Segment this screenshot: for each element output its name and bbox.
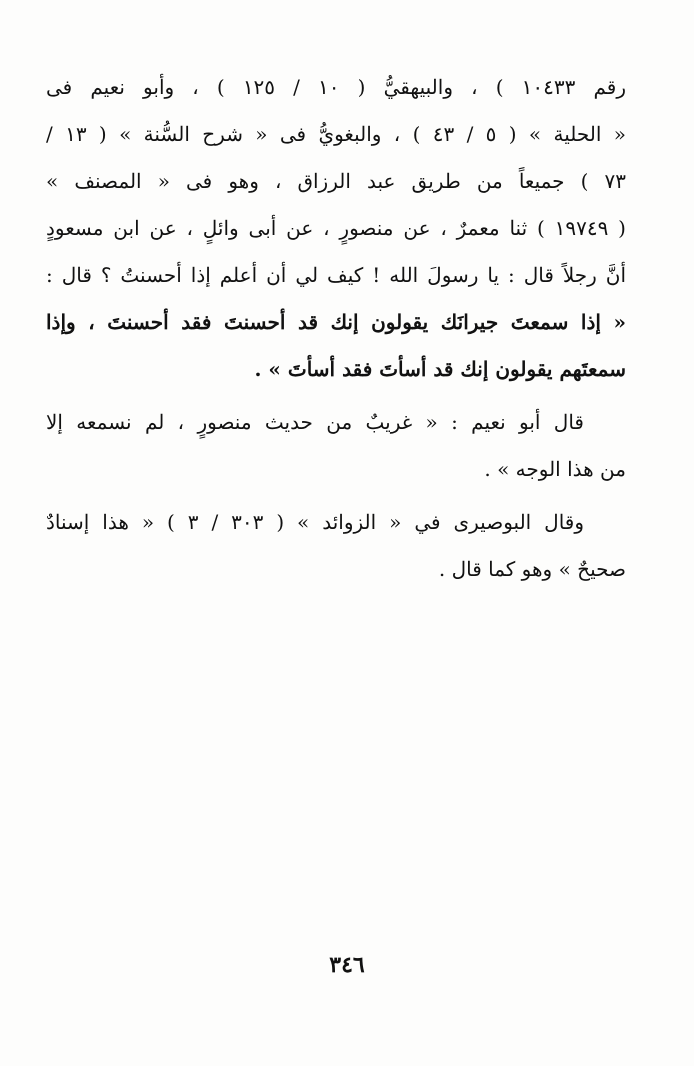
text-line-5: أنَّ رجلاً قال : يا رسولَ الله ! كيف لي أن أعلم إذا أحسنتُ ؟ قال : [46,263,626,287]
text-line-2: « الحلية » ( ٥ / ٤٣ ) ، والبغويُّ فى « شرح السُّنة » ( ١٣ / [46,122,626,146]
page-number: ٣٤٦ [329,952,365,978]
text-line-11: صحيحٌ » وهو كما قال . [438,557,626,581]
text-line-9: من هذا الوجه » . [484,457,626,481]
hadith-line-2: سمعتَهم يقولون إنك قد أسأتَ فقد أسأتَ » . [254,357,626,381]
text-line-abu-nuaim: قال أبو نعيم : « غريبٌ من حديث منصورٍ ، لم نسمعه إلا [46,410,584,434]
text-line-3: ٧٣ ) جميعاً من طريق عبد الرزاق ، وهو فى « المصنف » [46,169,626,193]
text-line-4: ( ١٩٧٤٩ ) ثنا معمرٌ ، عن منصورٍ ، عن أبى وائلٍ ، عن ابن مسعودٍ [46,216,626,240]
hadith-line-1: « إذا سمعتَ جيرانَك يقولون إنك قد أحسنتَ فقد أحسنتَ ، وإذا [46,310,626,334]
text-line-1: رقم ١٠٤٣٣ ) ، والبيهقيُّ ( ١٠ / ١٢٥ ) ، وأبو نعيم فى [46,75,626,99]
text-line-busiri: وقال البوصيرى في « الزوائد » ( ٣٠٣ / ٣ ) « هذا إسنادٌ [46,510,585,534]
body-text [46,64,626,593]
